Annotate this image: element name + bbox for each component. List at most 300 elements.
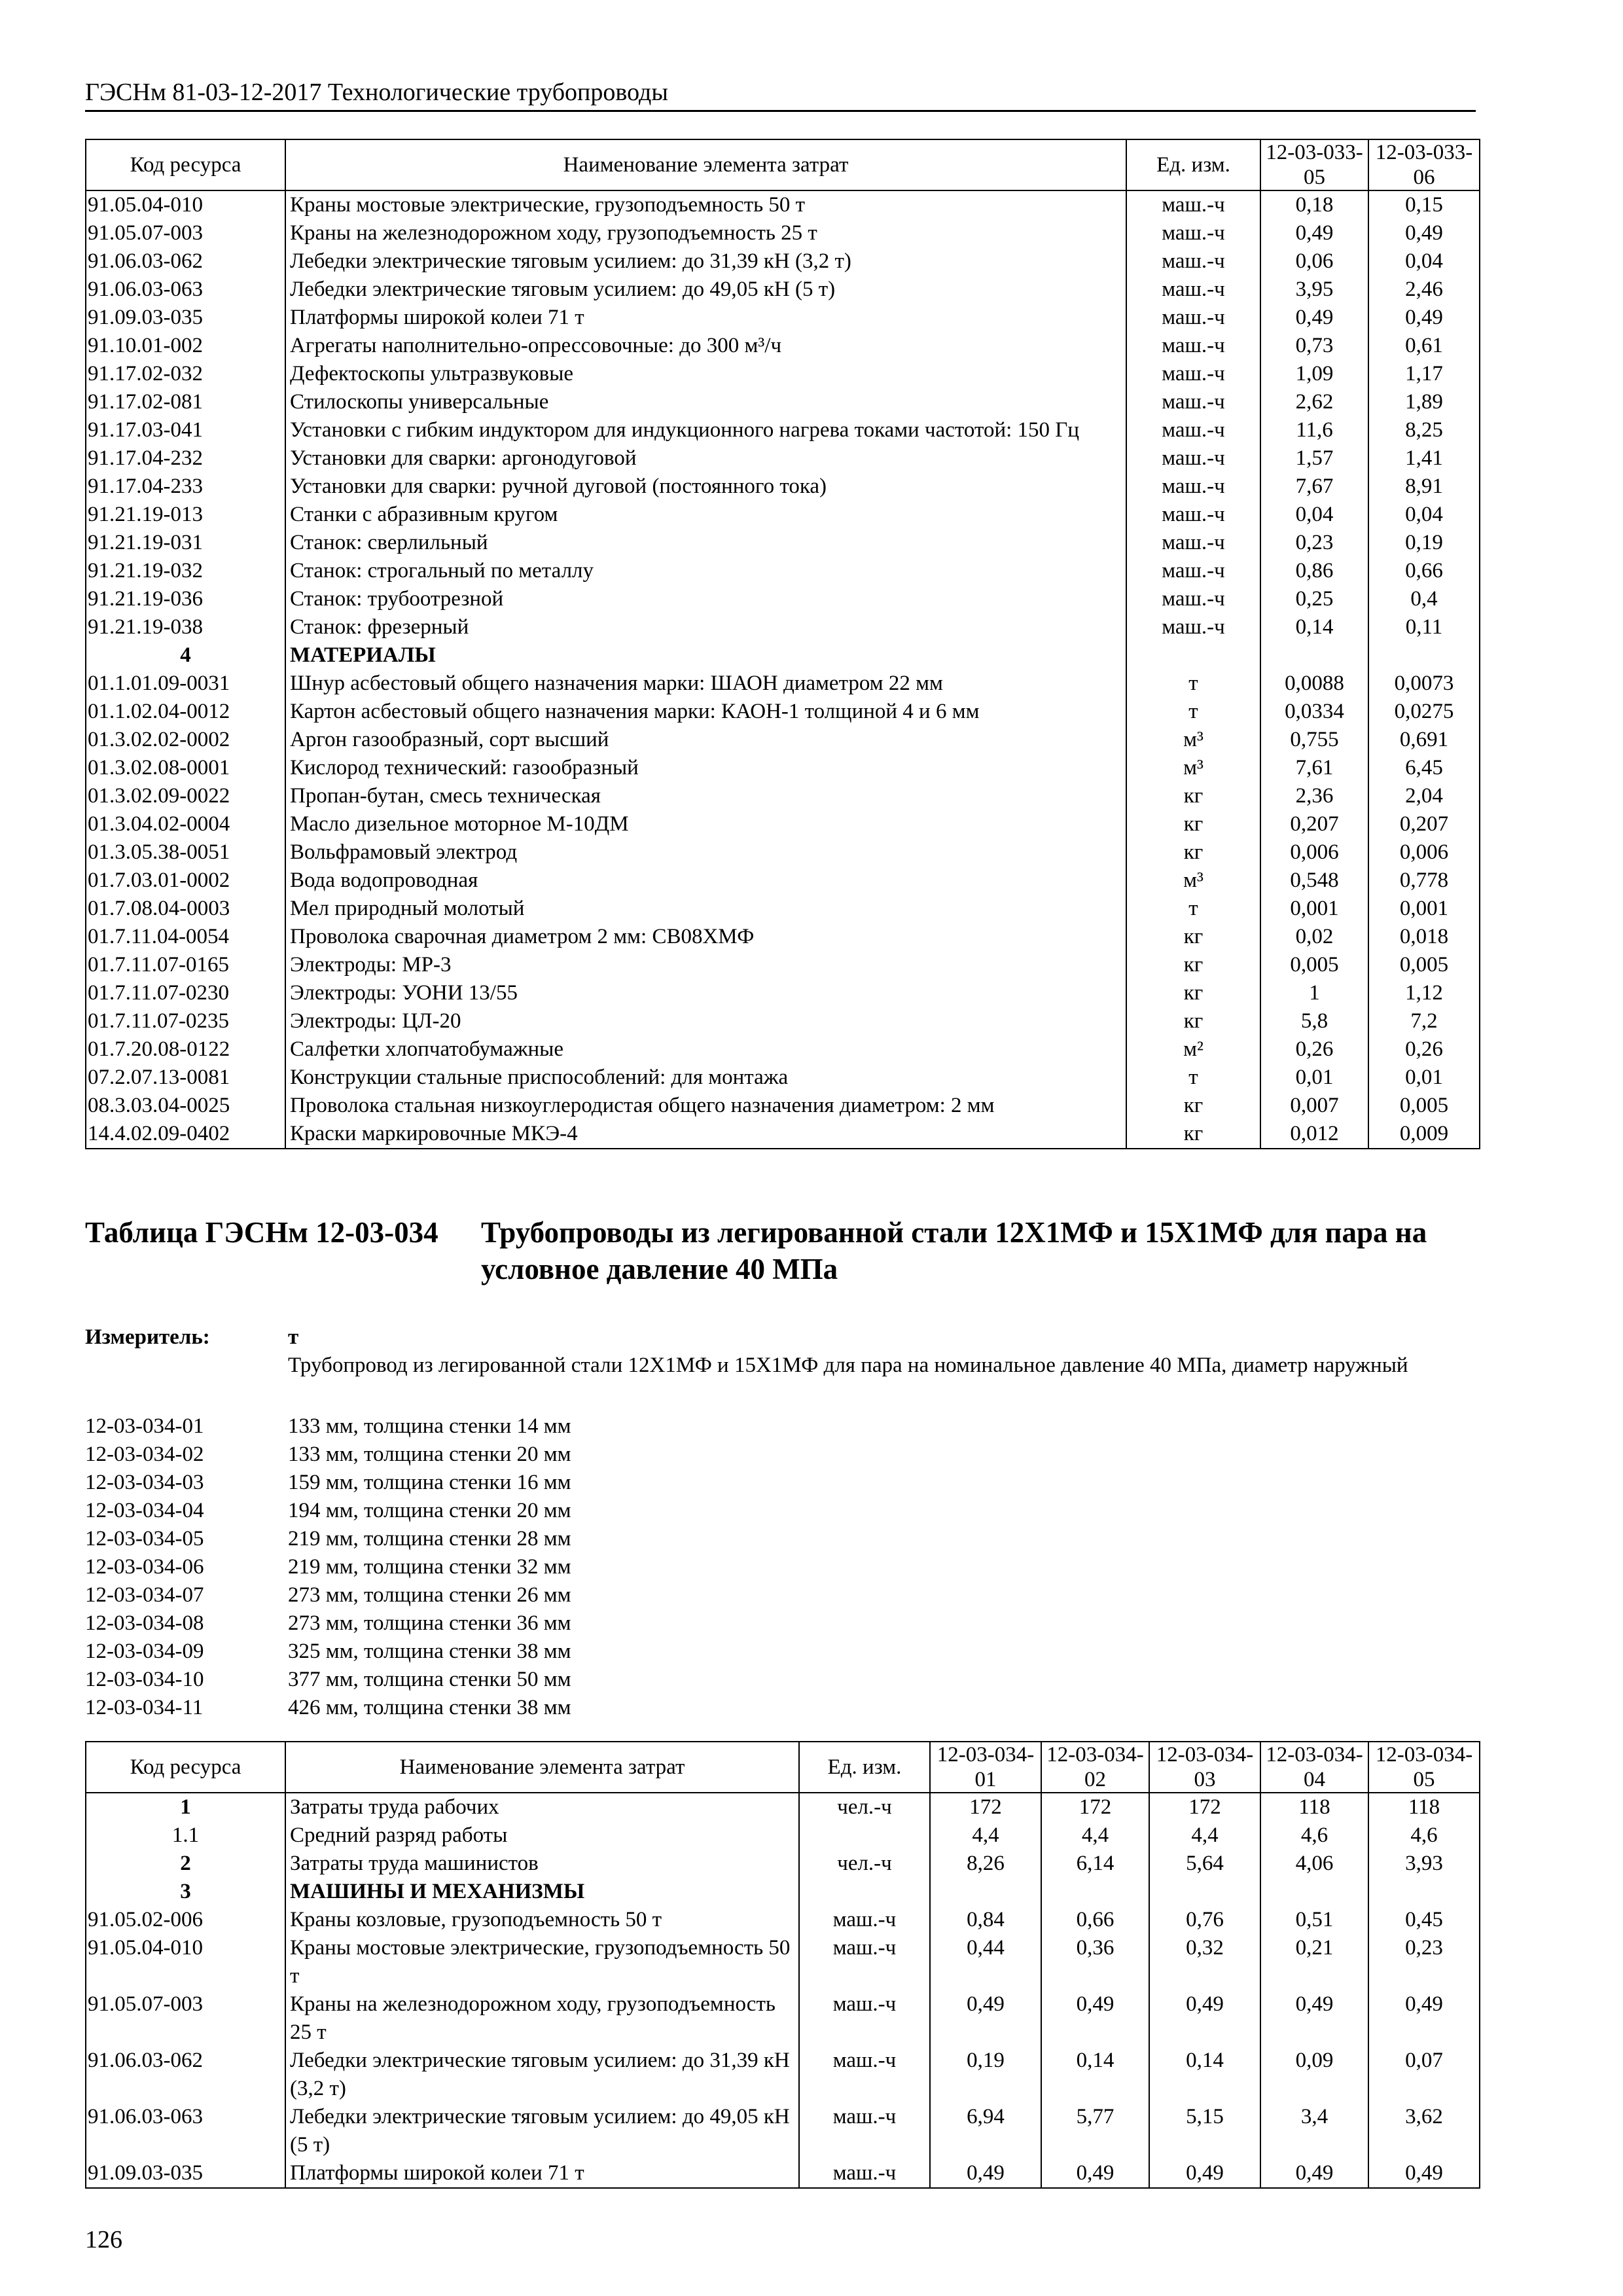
resource-code: 91.21.19-032 [86,557,285,585]
value-034-05 [1368,1878,1480,1906]
table-row [86,529,1480,557]
table-row [86,190,1480,219]
resource-name: Станки с абразивным кругом [285,501,1126,529]
variant-code: 12-03-034-09 [85,1640,204,1663]
variant-code: 12-03-034-01 [85,1414,204,1438]
value-033-06: 7,2 [1368,1007,1480,1035]
value-033-05: 11,6 [1260,416,1368,444]
value-033-06: 0,04 [1368,247,1480,276]
resource-code: 01.1.01.09-0031 [86,670,285,698]
value-033-06: 0,04 [1368,501,1480,529]
resource-unit: м² [1126,1035,1260,1064]
value-033-06 [1368,641,1480,670]
resource-code: 91.06.03-063 [86,2103,285,2159]
resource-name: Дефектоскопы ультразвуковые [285,360,1126,388]
value-034-02: 4,4 [1041,1821,1149,1850]
table-row [86,923,1480,951]
resource-code: 91.05.04-010 [86,1934,285,1990]
resource-code: 01.7.11.07-0230 [86,979,285,1007]
resource-name: Кислород технический: газообразный [285,754,1126,782]
resource-unit: чел.-ч [799,1850,930,1878]
resource-code: 91.05.04-010 [86,190,285,219]
resource-code: 91.17.02-032 [86,360,285,388]
variant-description: 377 мм, толщина стенки 50 мм [288,1668,571,1691]
value-034-04: 0,09 [1260,2047,1368,2103]
resource-code: 01.7.11.07-0235 [86,1007,285,1035]
variant-code: 12-03-034-10 [85,1668,204,1691]
value-033-05: 0,49 [1260,304,1368,332]
resource-code: 01.7.20.08-0122 [86,1035,285,1064]
value-034-03: 0,49 [1149,2159,1260,2188]
value-033-05: 0,23 [1260,529,1368,557]
value-033-05: 0,006 [1260,838,1368,867]
value-033-05: 1,57 [1260,444,1368,473]
value-033-05: 0,06 [1260,247,1368,276]
variant-description: 273 мм, толщина стенки 26 мм [288,1583,571,1607]
resource-code: 01.7.03.01-0002 [86,867,285,895]
value-033-05: 0,26 [1260,1035,1368,1064]
resource-name: Проволока стальная низкоуглеродистая общего назначения диаметром: 2 мм [285,1092,1126,1120]
resource-code: 07.2.07.13-0081 [86,1064,285,1092]
resource-name: Станок: трубоотрезной [285,585,1126,613]
value-033-06: 6,45 [1368,754,1480,782]
resource-unit [1126,641,1260,670]
resource-name: Пропан-бутан, смесь техническая [285,782,1126,810]
table-row [86,979,1480,1007]
value-034-02: 0,49 [1041,2159,1149,2188]
variant-code: 12-03-034-05 [85,1527,204,1551]
value-033-05: 1,09 [1260,360,1368,388]
resource-unit: чел.-ч [799,1793,930,1821]
resource-name: Лебедки электрические тяговым усилием: до 49,05 кН (5 т) [285,276,1126,304]
resource-unit: маш.-ч [1126,304,1260,332]
variant-code: 12-03-034-11 [85,1696,204,1719]
table-row [86,1064,1480,1092]
value-034-01: 0,49 [930,2159,1041,2188]
variant-description: 325 мм, толщина стенки 38 мм [288,1640,571,1663]
column-header-034-04: 12-03-034-04 [1260,1742,1368,1793]
resource-unit: маш.-ч [799,1934,930,1990]
value-034-04: 118 [1260,1793,1368,1821]
variant-code: 12-03-034-02 [85,1443,204,1466]
resource-unit: кг [1126,1092,1260,1120]
table-title-label: Таблица ГЭСНм 12-03-034 [85,1216,438,1249]
table-row [86,2159,1480,2188]
resource-name: МАТЕРИАЛЫ [285,641,1126,670]
variant-description: 194 мм, толщина стенки 20 мм [288,1499,571,1522]
resource-code: 1.1 [86,1821,285,1850]
resource-code: 91.06.03-062 [86,2047,285,2103]
variant-code: 12-03-034-06 [85,1555,204,1579]
measure-unit: т [288,1325,299,1349]
variant-code: 12-03-034-07 [85,1583,204,1607]
measure-label: Измеритель: [85,1325,210,1349]
value-033-06: 0,61 [1368,332,1480,360]
table-row [86,1934,1480,1990]
resource-code: 91.17.02-081 [86,388,285,416]
value-033-06: 2,04 [1368,782,1480,810]
value-033-06: 0,66 [1368,557,1480,585]
column-header-033-05: 12-03-033-05 [1260,139,1368,190]
table-row [86,219,1480,247]
resource-code: 91.17.04-233 [86,473,285,501]
resource-unit [799,1821,930,1850]
resource-unit: кг [1126,979,1260,1007]
table-row [86,838,1480,867]
resource-unit: маш.-ч [799,1906,930,1934]
table-row [86,613,1480,641]
resource-code: 91.06.03-062 [86,247,285,276]
value-034-01: 172 [930,1793,1041,1821]
value-034-03: 0,49 [1149,1990,1260,2047]
resource-name: Станок: строгальный по металлу [285,557,1126,585]
table-row [86,726,1480,754]
resource-unit: маш.-ч [1126,190,1260,219]
value-034-01: 0,49 [930,1990,1041,2047]
column-header-name: Наименование элемента затрат [285,139,1126,190]
value-033-06: 1,12 [1368,979,1480,1007]
resource-name: Платформы широкой колеи 71 т [285,2159,799,2188]
value-034-03: 5,15 [1149,2103,1260,2159]
resource-name: Краны на железнодорожном ходу, грузоподъемность 25 т [285,219,1126,247]
value-033-06: 0,009 [1368,1120,1480,1149]
table-row [86,557,1480,585]
variant-description: 426 мм, толщина стенки 38 мм [288,1696,571,1719]
table-row [86,1850,1480,1878]
resource-name: Краски маркировочные МКЭ-4 [285,1120,1126,1149]
table-body [86,190,1480,1149]
resource-name: Лебедки электрические тяговым усилием: до 31,39 кН (3,2 т) [285,247,1126,276]
value-033-05: 1 [1260,979,1368,1007]
resource-code: 91.21.19-031 [86,529,285,557]
variant-description: 273 мм, толщина стенки 36 мм [288,1611,571,1635]
value-033-06: 0,19 [1368,529,1480,557]
value-033-05 [1260,641,1368,670]
value-033-05: 0,86 [1260,557,1368,585]
value-034-05: 0,07 [1368,2047,1480,2103]
resource-name: Платформы широкой колеи 71 т [285,304,1126,332]
running-header: ГЭСНм 81-03-12-2017 Технологические трубопроводы [85,77,1476,112]
resource-name: Вольфрамовый электрод [285,838,1126,867]
resource-unit: кг [1126,810,1260,838]
section-row [86,641,1480,670]
value-033-06: 0,26 [1368,1035,1480,1064]
resource-unit: кг [1126,923,1260,951]
value-033-05: 0,0088 [1260,670,1368,698]
column-header-code: Код ресурса [86,139,285,190]
resource-name: Проволока сварочная диаметром 2 мм: СВ08ХМФ [285,923,1126,951]
value-034-03: 0,32 [1149,1934,1260,1990]
resource-code: 01.3.04.02-0004 [86,810,285,838]
resource-code: 91.09.03-035 [86,304,285,332]
resource-code: 08.3.03.04-0025 [86,1092,285,1120]
value-033-05: 7,61 [1260,754,1368,782]
value-034-01 [930,1878,1041,1906]
resource-code: 01.3.02.08-0001 [86,754,285,782]
value-034-01: 0,44 [930,1934,1041,1990]
resource-unit: маш.-ч [1126,501,1260,529]
value-034-05: 0,45 [1368,1906,1480,1934]
table-row [86,2103,1480,2159]
value-033-05: 0,007 [1260,1092,1368,1120]
value-033-06: 0,0275 [1368,698,1480,726]
value-034-03: 4,4 [1149,1821,1260,1850]
resource-code: 01.3.05.38-0051 [86,838,285,867]
resource-unit: маш.-ч [1126,332,1260,360]
resource-unit: маш.-ч [1126,247,1260,276]
table-row [86,1906,1480,1934]
table-row [86,444,1480,473]
value-034-03: 172 [1149,1793,1260,1821]
table-row [86,754,1480,782]
resource-unit: маш.-ч [1126,388,1260,416]
table-row [86,416,1480,444]
resource-unit: маш.-ч [1126,585,1260,613]
resource-unit: маш.-ч [1126,276,1260,304]
table-header-row [86,139,1480,190]
value-034-03: 0,76 [1149,1906,1260,1934]
resource-name: Средний разряд работы [285,1821,799,1850]
resource-code: 14.4.02.09-0402 [86,1120,285,1149]
value-034-01: 6,94 [930,2103,1041,2159]
value-033-05: 0,755 [1260,726,1368,754]
column-header-034-01: 12-03-034-01 [930,1742,1041,1793]
column-header-unit: Ед. изм. [799,1742,930,1793]
value-033-06: 1,89 [1368,388,1480,416]
value-033-05: 0,04 [1260,501,1368,529]
table-row [86,276,1480,304]
value-033-06: 1,17 [1368,360,1480,388]
table-row [86,1120,1480,1149]
resource-unit: кг [1126,782,1260,810]
resource-code: 91.17.03-041 [86,416,285,444]
resource-unit: т [1126,895,1260,923]
value-034-05: 3,62 [1368,2103,1480,2159]
resource-code: 91.09.03-035 [86,2159,285,2188]
value-033-05: 0,49 [1260,219,1368,247]
value-033-06: 0,11 [1368,613,1480,641]
column-header-033-06: 12-03-033-06 [1368,139,1480,190]
table-row [86,1007,1480,1035]
resource-unit: м³ [1126,754,1260,782]
value-034-02 [1041,1878,1149,1906]
resource-unit: т [1126,698,1260,726]
resource-name: МАШИНЫ И МЕХАНИЗМЫ [285,1878,799,1906]
resource-code: 01.7.11.07-0165 [86,951,285,979]
resource-unit: м³ [1126,867,1260,895]
value-034-05: 0,23 [1368,1934,1480,1990]
resource-code: 01.1.02.04-0012 [86,698,285,726]
value-033-06: 0,49 [1368,219,1480,247]
resource-code: 91.21.19-036 [86,585,285,613]
value-033-06: 0,0073 [1368,670,1480,698]
table-row [86,1821,1480,1850]
resource-name: Лебедки электрические тяговым усилием: до 31,39 кН (3,2 т) [285,2047,799,2103]
value-033-06: 0,4 [1368,585,1480,613]
value-033-06: 0,018 [1368,923,1480,951]
resource-name: Краны козловые, грузоподъемность 50 т [285,1906,799,1934]
resource-code: 01.7.11.04-0054 [86,923,285,951]
resource-code: 3 [86,1878,285,1906]
table-row [86,473,1480,501]
value-033-05: 0,01 [1260,1064,1368,1092]
value-033-06: 0,691 [1368,726,1480,754]
value-033-05: 0,207 [1260,810,1368,838]
value-033-05: 2,36 [1260,782,1368,810]
measure-description: Трубопровод из легированной стали 12Х1МФ и 15Х1МФ для пара на номинальное давление 40 МПа, диаметр наружный [288,1354,1408,1377]
resource-unit: маш.-ч [1126,529,1260,557]
resource-code: 91.06.03-063 [86,276,285,304]
resource-code: 4 [86,641,285,670]
resource-unit: маш.-ч [799,1990,930,2047]
value-034-02: 0,66 [1041,1906,1149,1934]
table-row [86,782,1480,810]
value-033-05: 0,001 [1260,895,1368,923]
value-034-02: 5,77 [1041,2103,1149,2159]
resource-name: Электроды: УОНИ 13/55 [285,979,1126,1007]
resource-code: 91.17.04-232 [86,444,285,473]
value-033-06: 8,25 [1368,416,1480,444]
value-034-05: 4,6 [1368,1821,1480,1850]
resource-code: 91.05.02-006 [86,1906,285,1934]
value-034-05: 0,49 [1368,1990,1480,2047]
resource-unit: кг [1126,1120,1260,1149]
value-033-06: 0,49 [1368,304,1480,332]
value-033-05: 7,67 [1260,473,1368,501]
column-header-unit: Ед. изм. [1126,139,1260,190]
resource-unit: маш.-ч [1126,360,1260,388]
value-034-04: 3,4 [1260,2103,1368,2159]
table-title-text: Трубопроводы из легированной стали 12Х1МФ и 15Х1МФ для пара на условное давление 40 МПа [481,1216,1427,1285]
value-033-05: 0,25 [1260,585,1368,613]
value-034-05: 0,49 [1368,2159,1480,2188]
value-033-06: 0,005 [1368,1092,1480,1120]
value-034-04 [1260,1878,1368,1906]
resource-code: 01.3.02.02-0002 [86,726,285,754]
value-033-06: 0,15 [1368,190,1480,219]
variant-description: 159 мм, толщина стенки 16 мм [288,1471,571,1494]
table-row [86,1793,1480,1821]
resource-code: 01.7.08.04-0003 [86,895,285,923]
resource-unit: т [1126,670,1260,698]
resource-name: Затраты труда рабочих [285,1793,799,1821]
value-034-02: 0,49 [1041,1990,1149,2047]
resource-code: 91.21.19-038 [86,613,285,641]
resource-name: Шнур асбестовый общего назначения марки: ШАОН диаметром 22 мм [285,670,1126,698]
value-034-03: 0,14 [1149,2047,1260,2103]
value-034-03 [1149,1878,1260,1906]
variant-code: 12-03-034-08 [85,1611,204,1635]
variant-description: 219 мм, толщина стенки 28 мм [288,1527,571,1551]
value-034-02: 6,14 [1041,1850,1149,1878]
resource-unit: маш.-ч [1126,473,1260,501]
resource-name: Аргон газообразный, сорт высший [285,726,1126,754]
value-034-01: 0,84 [930,1906,1041,1934]
resource-name: Краны мостовые электрические, грузоподъемность 50 т [285,1934,799,1990]
table-row [86,247,1480,276]
resource-code: 01.3.02.09-0022 [86,782,285,810]
table-row [86,2047,1480,2103]
variant-description: 133 мм, толщина стенки 20 мм [288,1443,571,1466]
resource-unit: маш.-ч [799,2047,930,2103]
resource-table-033 [85,139,1480,1149]
value-033-06: 8,91 [1368,473,1480,501]
resource-code: 2 [86,1850,285,1878]
value-033-05: 0,18 [1260,190,1368,219]
value-034-01: 8,26 [930,1850,1041,1878]
table-row [86,501,1480,529]
value-033-06: 0,005 [1368,951,1480,979]
table-row [86,585,1480,613]
value-034-01: 0,19 [930,2047,1041,2103]
resource-code: 91.05.07-003 [86,1990,285,2047]
table-row [86,951,1480,979]
table-row [86,810,1480,838]
resource-unit: маш.-ч [799,2103,930,2159]
resource-name: Краны на железнодорожном ходу, грузоподъемность 25 т [285,1990,799,2047]
resource-name: Вода водопроводная [285,867,1126,895]
resource-unit: маш.-ч [1126,613,1260,641]
value-033-05: 0,14 [1260,613,1368,641]
resource-table-034 [85,1741,1480,2189]
table-row [86,867,1480,895]
value-034-02: 172 [1041,1793,1149,1821]
resource-name: Лебедки электрические тяговым усилием: до 49,05 кН (5 т) [285,2103,799,2159]
value-034-01: 4,4 [930,1821,1041,1850]
value-033-06: 0,207 [1368,810,1480,838]
resource-unit: маш.-ч [1126,219,1260,247]
value-033-06: 1,41 [1368,444,1480,473]
table-row [86,1092,1480,1120]
value-033-06: 0,001 [1368,895,1480,923]
variant-code: 12-03-034-03 [85,1471,204,1494]
resource-unit: маш.-ч [1126,444,1260,473]
resource-name: Агрегаты наполнительно-опрессовочные: до 300 м³/ч [285,332,1126,360]
resource-code: 1 [86,1793,285,1821]
resource-unit: кг [1126,951,1260,979]
resource-name: Станок: фрезерный [285,613,1126,641]
resource-unit: м³ [1126,726,1260,754]
value-033-05: 3,95 [1260,276,1368,304]
resource-name: Конструкции стальные приспособлений: для монтажа [285,1064,1126,1092]
value-034-04: 4,06 [1260,1850,1368,1878]
value-033-06: 0,006 [1368,838,1480,867]
resource-name: Картон асбестовый общего назначения марки: КАОН-1 толщиной 4 и 6 мм [285,698,1126,726]
column-header-034-05: 12-03-034-05 [1368,1742,1480,1793]
resource-unit: кг [1126,1007,1260,1035]
resource-unit: маш.-ч [799,2159,930,2188]
value-034-05: 118 [1368,1793,1480,1821]
resource-unit: маш.-ч [1126,416,1260,444]
value-033-06: 2,46 [1368,276,1480,304]
table-row [86,332,1480,360]
section-row [86,1878,1480,1906]
table-row [86,895,1480,923]
value-033-05: 0,548 [1260,867,1368,895]
resource-name: Краны мостовые электрические, грузоподъемность 50 т [285,190,1126,219]
table-row [86,360,1480,388]
table-body [86,1793,1480,2188]
variant-code: 12-03-034-04 [85,1499,204,1522]
table-row [86,1990,1480,2047]
resource-name: Установки для сварки: ручной дуговой (постоянного тока) [285,473,1126,501]
resource-name: Мел природный молотый [285,895,1126,923]
value-034-05: 3,93 [1368,1850,1480,1878]
table-row [86,388,1480,416]
resource-name: Затраты труда машинистов [285,1850,799,1878]
variant-description: 133 мм, толщина стенки 14 мм [288,1414,571,1438]
value-033-05: 0,005 [1260,951,1368,979]
